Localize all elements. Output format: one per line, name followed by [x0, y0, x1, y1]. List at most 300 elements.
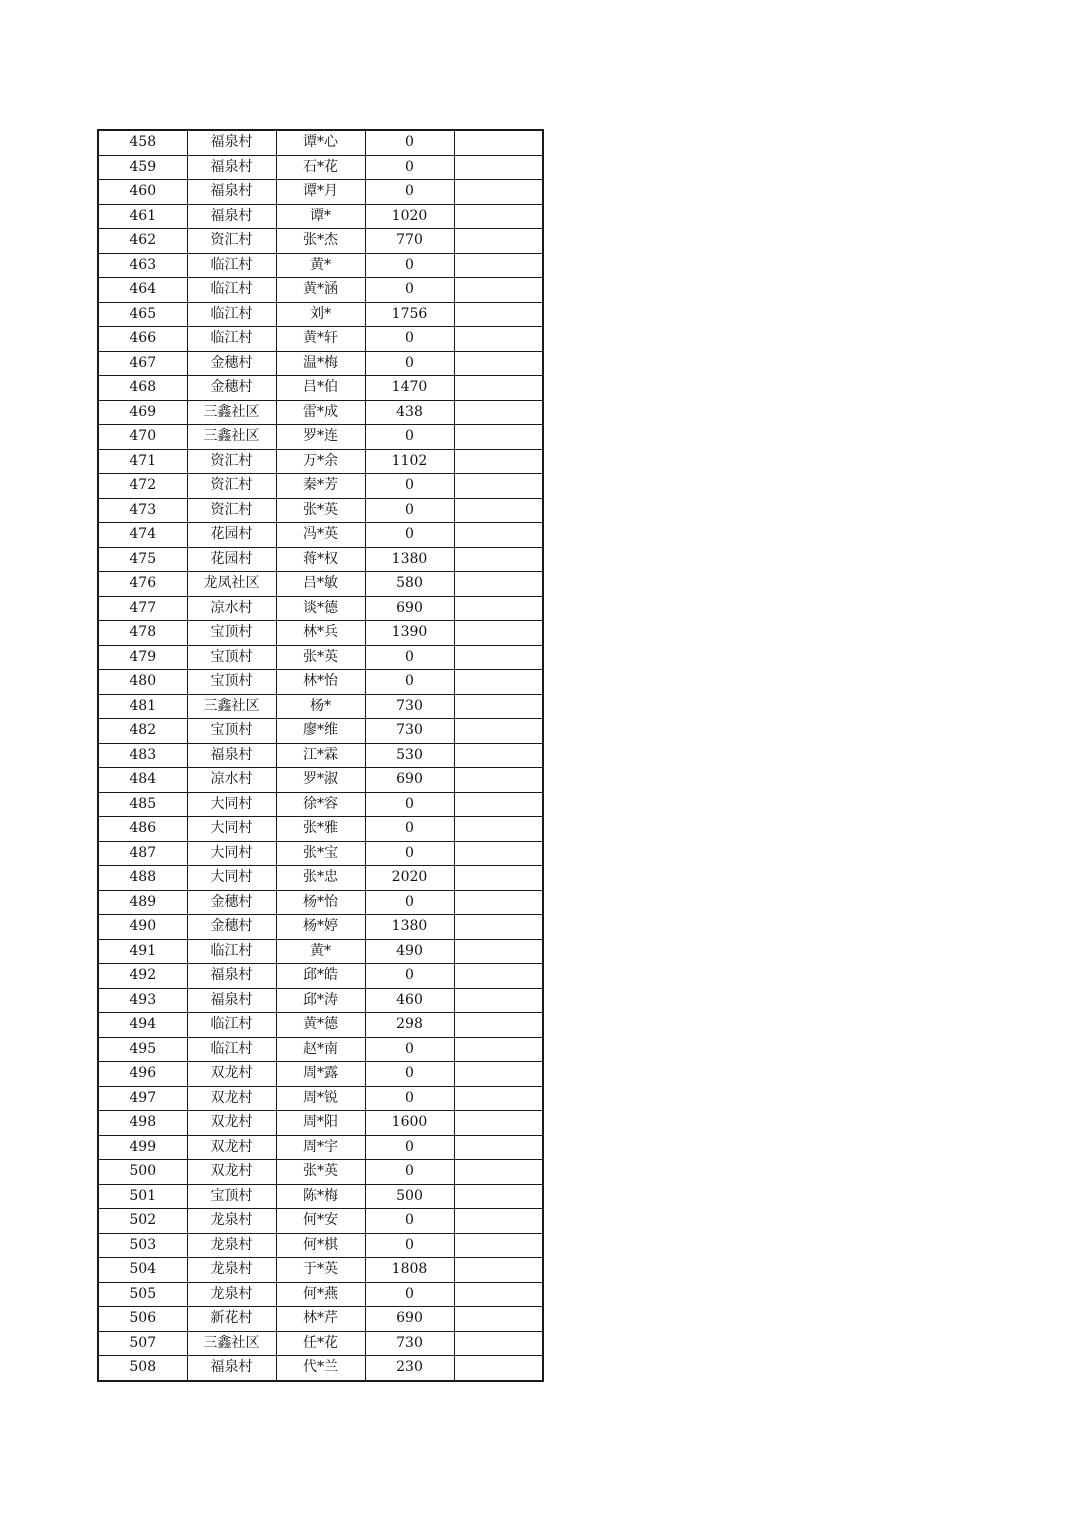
note-cell — [454, 400, 543, 425]
name-cell: 黄* — [276, 939, 365, 964]
table-row — [98, 1111, 543, 1136]
table-row — [98, 1037, 543, 1062]
name-cell: 陈*梅 — [276, 1184, 365, 1209]
row-number-cell: 489 — [98, 890, 187, 915]
note-cell — [454, 841, 543, 866]
note-cell — [454, 694, 543, 719]
note-cell — [454, 130, 543, 155]
table-row — [98, 1331, 543, 1356]
table-row — [98, 278, 543, 303]
village-cell: 临江村 — [187, 1037, 276, 1062]
amount-cell: 0 — [365, 1086, 454, 1111]
row-number-cell: 458 — [98, 130, 187, 155]
row-number-cell: 468 — [98, 376, 187, 401]
data-table — [97, 129, 544, 1382]
name-cell: 何*棋 — [276, 1233, 365, 1258]
table-row — [98, 547, 543, 572]
amount-cell: 0 — [365, 817, 454, 842]
name-cell: 谭* — [276, 204, 365, 229]
name-cell: 廖*维 — [276, 719, 365, 744]
note-cell — [454, 1037, 543, 1062]
amount-cell: 690 — [365, 768, 454, 793]
table-row — [98, 498, 543, 523]
village-cell: 福泉村 — [187, 988, 276, 1013]
row-number-cell: 476 — [98, 572, 187, 597]
amount-cell: 0 — [365, 890, 454, 915]
name-cell: 邱*皓 — [276, 964, 365, 989]
note-cell — [454, 1258, 543, 1283]
row-number-cell: 497 — [98, 1086, 187, 1111]
amount-cell: 730 — [365, 1331, 454, 1356]
amount-cell: 1102 — [365, 449, 454, 474]
amount-cell: 0 — [365, 1062, 454, 1087]
note-cell — [454, 474, 543, 499]
amount-cell: 1380 — [365, 915, 454, 940]
village-cell: 龙泉村 — [187, 1233, 276, 1258]
amount-cell: 0 — [365, 645, 454, 670]
name-cell: 徐*容 — [276, 792, 365, 817]
amount-cell: 0 — [365, 474, 454, 499]
amount-cell: 0 — [365, 253, 454, 278]
row-number-cell: 494 — [98, 1013, 187, 1038]
row-number-cell: 460 — [98, 180, 187, 205]
table-row — [98, 1356, 543, 1381]
table-row — [98, 180, 543, 205]
note-cell — [454, 327, 543, 352]
note-cell — [454, 1160, 543, 1185]
village-cell: 双龙村 — [187, 1160, 276, 1185]
note-cell — [454, 939, 543, 964]
row-number-cell: 467 — [98, 351, 187, 376]
name-cell: 赵*南 — [276, 1037, 365, 1062]
row-number-cell: 465 — [98, 302, 187, 327]
amount-cell: 0 — [365, 792, 454, 817]
note-cell — [454, 915, 543, 940]
table-row — [98, 1184, 543, 1209]
name-cell: 谈*德 — [276, 596, 365, 621]
amount-cell: 0 — [365, 278, 454, 303]
village-cell: 龙泉村 — [187, 1258, 276, 1283]
table-row — [98, 1233, 543, 1258]
village-cell: 资汇村 — [187, 474, 276, 499]
row-number-cell: 459 — [98, 155, 187, 180]
name-cell: 张*雅 — [276, 817, 365, 842]
village-cell: 龙凤社区 — [187, 572, 276, 597]
village-cell: 资汇村 — [187, 498, 276, 523]
note-cell — [454, 523, 543, 548]
village-cell: 三鑫社区 — [187, 1331, 276, 1356]
note-cell — [454, 621, 543, 646]
table-row — [98, 988, 543, 1013]
table-row — [98, 523, 543, 548]
row-number-cell: 508 — [98, 1356, 187, 1381]
village-cell: 宝顶村 — [187, 621, 276, 646]
table-row — [98, 1086, 543, 1111]
amount-cell: 0 — [365, 670, 454, 695]
name-cell: 罗*淑 — [276, 768, 365, 793]
village-cell: 临江村 — [187, 327, 276, 352]
name-cell: 张*英 — [276, 1160, 365, 1185]
name-cell: 张*忠 — [276, 866, 365, 891]
note-cell — [454, 229, 543, 254]
row-number-cell: 495 — [98, 1037, 187, 1062]
row-number-cell: 461 — [98, 204, 187, 229]
row-number-cell: 502 — [98, 1209, 187, 1234]
row-number-cell: 504 — [98, 1258, 187, 1283]
amount-cell: 690 — [365, 1307, 454, 1332]
table-row — [98, 817, 543, 842]
amount-cell: 0 — [365, 180, 454, 205]
village-cell: 临江村 — [187, 302, 276, 327]
table-row — [98, 743, 543, 768]
row-number-cell: 496 — [98, 1062, 187, 1087]
row-number-cell: 507 — [98, 1331, 187, 1356]
village-cell: 福泉村 — [187, 130, 276, 155]
village-cell: 三鑫社区 — [187, 425, 276, 450]
row-number-cell: 472 — [98, 474, 187, 499]
table-row — [98, 425, 543, 450]
row-number-cell: 477 — [98, 596, 187, 621]
note-cell — [454, 768, 543, 793]
village-cell: 临江村 — [187, 253, 276, 278]
row-number-cell: 503 — [98, 1233, 187, 1258]
row-number-cell: 493 — [98, 988, 187, 1013]
row-number-cell: 490 — [98, 915, 187, 940]
table-row — [98, 572, 543, 597]
note-cell — [454, 1086, 543, 1111]
amount-cell: 0 — [365, 841, 454, 866]
village-cell: 龙泉村 — [187, 1282, 276, 1307]
row-number-cell: 492 — [98, 964, 187, 989]
note-cell — [454, 547, 543, 572]
name-cell: 任*花 — [276, 1331, 365, 1356]
note-cell — [454, 1135, 543, 1160]
village-cell: 双龙村 — [187, 1135, 276, 1160]
village-cell: 新花村 — [187, 1307, 276, 1332]
village-cell: 龙泉村 — [187, 1209, 276, 1234]
table-row — [98, 1062, 543, 1087]
table-row — [98, 400, 543, 425]
amount-cell: 298 — [365, 1013, 454, 1038]
note-cell — [454, 890, 543, 915]
village-cell: 福泉村 — [187, 204, 276, 229]
row-number-cell: 484 — [98, 768, 187, 793]
row-number-cell: 475 — [98, 547, 187, 572]
name-cell: 林*芹 — [276, 1307, 365, 1332]
note-cell — [454, 1184, 543, 1209]
name-cell: 杨*怡 — [276, 890, 365, 915]
note-cell — [454, 572, 543, 597]
amount-cell: 1470 — [365, 376, 454, 401]
row-number-cell: 469 — [98, 400, 187, 425]
note-cell — [454, 719, 543, 744]
amount-cell: 0 — [365, 425, 454, 450]
name-cell: 张*杰 — [276, 229, 365, 254]
village-cell: 宝顶村 — [187, 719, 276, 744]
table-row — [98, 670, 543, 695]
village-cell: 金穗村 — [187, 915, 276, 940]
village-cell: 福泉村 — [187, 180, 276, 205]
amount-cell: 530 — [365, 743, 454, 768]
row-number-cell: 483 — [98, 743, 187, 768]
row-number-cell: 462 — [98, 229, 187, 254]
amount-cell: 690 — [365, 596, 454, 621]
row-number-cell: 478 — [98, 621, 187, 646]
village-cell: 三鑫社区 — [187, 694, 276, 719]
amount-cell: 1600 — [365, 1111, 454, 1136]
amount-cell: 0 — [365, 1209, 454, 1234]
name-cell: 林*兵 — [276, 621, 365, 646]
village-cell: 福泉村 — [187, 155, 276, 180]
village-cell: 花园村 — [187, 547, 276, 572]
amount-cell: 0 — [365, 1160, 454, 1185]
name-cell: 温*梅 — [276, 351, 365, 376]
name-cell: 黄*涵 — [276, 278, 365, 303]
village-cell: 临江村 — [187, 939, 276, 964]
village-cell: 金穗村 — [187, 351, 276, 376]
table-row — [98, 1307, 543, 1332]
note-cell — [454, 425, 543, 450]
table-row — [98, 1013, 543, 1038]
note-cell — [454, 253, 543, 278]
name-cell: 吕*伯 — [276, 376, 365, 401]
note-cell — [454, 1233, 543, 1258]
village-cell: 金穗村 — [187, 376, 276, 401]
name-cell: 谭*月 — [276, 180, 365, 205]
note-cell — [454, 792, 543, 817]
village-cell: 福泉村 — [187, 1356, 276, 1381]
name-cell: 蒋*权 — [276, 547, 365, 572]
amount-cell: 0 — [365, 1233, 454, 1258]
amount-cell: 460 — [365, 988, 454, 1013]
village-cell: 临江村 — [187, 1013, 276, 1038]
amount-cell: 0 — [365, 130, 454, 155]
row-number-cell: 488 — [98, 866, 187, 891]
row-number-cell: 485 — [98, 792, 187, 817]
note-cell — [454, 351, 543, 376]
amount-cell: 0 — [365, 964, 454, 989]
amount-cell: 1808 — [365, 1258, 454, 1283]
amount-cell: 730 — [365, 694, 454, 719]
table-body — [98, 130, 543, 1381]
amount-cell: 770 — [365, 229, 454, 254]
note-cell — [454, 866, 543, 891]
name-cell: 江*霖 — [276, 743, 365, 768]
name-cell: 张*英 — [276, 498, 365, 523]
note-cell — [454, 964, 543, 989]
village-cell: 大同村 — [187, 866, 276, 891]
row-number-cell: 479 — [98, 645, 187, 670]
note-cell — [454, 817, 543, 842]
name-cell: 黄*德 — [276, 1013, 365, 1038]
name-cell: 张*宝 — [276, 841, 365, 866]
village-cell: 凉水村 — [187, 596, 276, 621]
table-row — [98, 253, 543, 278]
row-number-cell: 501 — [98, 1184, 187, 1209]
amount-cell: 500 — [365, 1184, 454, 1209]
note-cell — [454, 204, 543, 229]
name-cell: 于*英 — [276, 1258, 365, 1283]
row-number-cell: 466 — [98, 327, 187, 352]
name-cell: 代*兰 — [276, 1356, 365, 1381]
name-cell: 刘* — [276, 302, 365, 327]
name-cell: 何*燕 — [276, 1282, 365, 1307]
note-cell — [454, 1307, 543, 1332]
village-cell: 大同村 — [187, 792, 276, 817]
note-cell — [454, 1062, 543, 1087]
name-cell: 黄* — [276, 253, 365, 278]
table-row — [98, 474, 543, 499]
village-cell: 双龙村 — [187, 1062, 276, 1087]
table-row — [98, 1160, 543, 1185]
row-number-cell: 464 — [98, 278, 187, 303]
village-cell: 福泉村 — [187, 964, 276, 989]
amount-cell: 730 — [365, 719, 454, 744]
amount-cell: 490 — [365, 939, 454, 964]
amount-cell: 0 — [365, 155, 454, 180]
row-number-cell: 499 — [98, 1135, 187, 1160]
name-cell: 罗*连 — [276, 425, 365, 450]
village-cell: 资汇村 — [187, 229, 276, 254]
table-row — [98, 915, 543, 940]
amount-cell: 0 — [365, 523, 454, 548]
name-cell: 杨*婷 — [276, 915, 365, 940]
name-cell: 秦*芳 — [276, 474, 365, 499]
name-cell: 石*花 — [276, 155, 365, 180]
amount-cell: 0 — [365, 351, 454, 376]
name-cell: 周*阳 — [276, 1111, 365, 1136]
table-row — [98, 155, 543, 180]
amount-cell: 0 — [365, 327, 454, 352]
village-cell: 双龙村 — [187, 1086, 276, 1111]
name-cell: 杨* — [276, 694, 365, 719]
table-row — [98, 351, 543, 376]
village-cell: 大同村 — [187, 841, 276, 866]
note-cell — [454, 596, 543, 621]
amount-cell: 580 — [365, 572, 454, 597]
table-row — [98, 596, 543, 621]
amount-cell: 0 — [365, 498, 454, 523]
note-cell — [454, 180, 543, 205]
name-cell: 黄*轩 — [276, 327, 365, 352]
village-cell: 三鑫社区 — [187, 400, 276, 425]
amount-cell: 2020 — [365, 866, 454, 891]
row-number-cell: 480 — [98, 670, 187, 695]
note-cell — [454, 988, 543, 1013]
note-cell — [454, 498, 543, 523]
row-number-cell: 482 — [98, 719, 187, 744]
row-number-cell: 470 — [98, 425, 187, 450]
note-cell — [454, 1013, 543, 1038]
name-cell: 冯*英 — [276, 523, 365, 548]
note-cell — [454, 670, 543, 695]
note-cell — [454, 1282, 543, 1307]
row-number-cell: 471 — [98, 449, 187, 474]
note-cell — [454, 1331, 543, 1356]
note-cell — [454, 1209, 543, 1234]
name-cell: 万*余 — [276, 449, 365, 474]
table-row — [98, 1282, 543, 1307]
row-number-cell: 463 — [98, 253, 187, 278]
table-row — [98, 719, 543, 744]
amount-cell: 0 — [365, 1037, 454, 1062]
table-row — [98, 866, 543, 891]
table-row — [98, 302, 543, 327]
row-number-cell: 505 — [98, 1282, 187, 1307]
village-cell: 宝顶村 — [187, 1184, 276, 1209]
table-row — [98, 939, 543, 964]
village-cell: 宝顶村 — [187, 670, 276, 695]
village-cell: 福泉村 — [187, 743, 276, 768]
row-number-cell: 486 — [98, 817, 187, 842]
name-cell: 林*怡 — [276, 670, 365, 695]
table-row — [98, 1209, 543, 1234]
table-row — [98, 327, 543, 352]
note-cell — [454, 376, 543, 401]
village-cell: 花园村 — [187, 523, 276, 548]
village-cell: 资汇村 — [187, 449, 276, 474]
table-row — [98, 621, 543, 646]
village-cell: 大同村 — [187, 817, 276, 842]
amount-cell: 1756 — [365, 302, 454, 327]
row-number-cell: 498 — [98, 1111, 187, 1136]
table-row — [98, 204, 543, 229]
name-cell: 周*露 — [276, 1062, 365, 1087]
table-row — [98, 792, 543, 817]
row-number-cell: 473 — [98, 498, 187, 523]
amount-cell: 1380 — [365, 547, 454, 572]
name-cell: 雷*成 — [276, 400, 365, 425]
amount-cell: 1020 — [365, 204, 454, 229]
note-cell — [454, 1111, 543, 1136]
village-cell: 双龙村 — [187, 1111, 276, 1136]
amount-cell: 230 — [365, 1356, 454, 1381]
table-row — [98, 1135, 543, 1160]
table-row — [98, 130, 543, 155]
row-number-cell: 506 — [98, 1307, 187, 1332]
note-cell — [454, 1356, 543, 1381]
name-cell: 张*英 — [276, 645, 365, 670]
table-row — [98, 1258, 543, 1283]
table-row — [98, 694, 543, 719]
table-row — [98, 768, 543, 793]
village-cell: 凉水村 — [187, 768, 276, 793]
note-cell — [454, 645, 543, 670]
amount-cell: 438 — [365, 400, 454, 425]
table-row — [98, 841, 543, 866]
table-row — [98, 890, 543, 915]
village-cell: 宝顶村 — [187, 645, 276, 670]
name-cell: 周*锐 — [276, 1086, 365, 1111]
name-cell: 何*安 — [276, 1209, 365, 1234]
row-number-cell: 481 — [98, 694, 187, 719]
name-cell: 周*宇 — [276, 1135, 365, 1160]
table-row — [98, 229, 543, 254]
row-number-cell: 474 — [98, 523, 187, 548]
name-cell: 谭*心 — [276, 130, 365, 155]
row-number-cell: 500 — [98, 1160, 187, 1185]
name-cell: 邱*涛 — [276, 988, 365, 1013]
table-row — [98, 449, 543, 474]
note-cell — [454, 155, 543, 180]
note-cell — [454, 302, 543, 327]
table-row — [98, 645, 543, 670]
name-cell: 吕*敏 — [276, 572, 365, 597]
note-cell — [454, 743, 543, 768]
table-row — [98, 376, 543, 401]
row-number-cell: 487 — [98, 841, 187, 866]
village-cell: 临江村 — [187, 278, 276, 303]
